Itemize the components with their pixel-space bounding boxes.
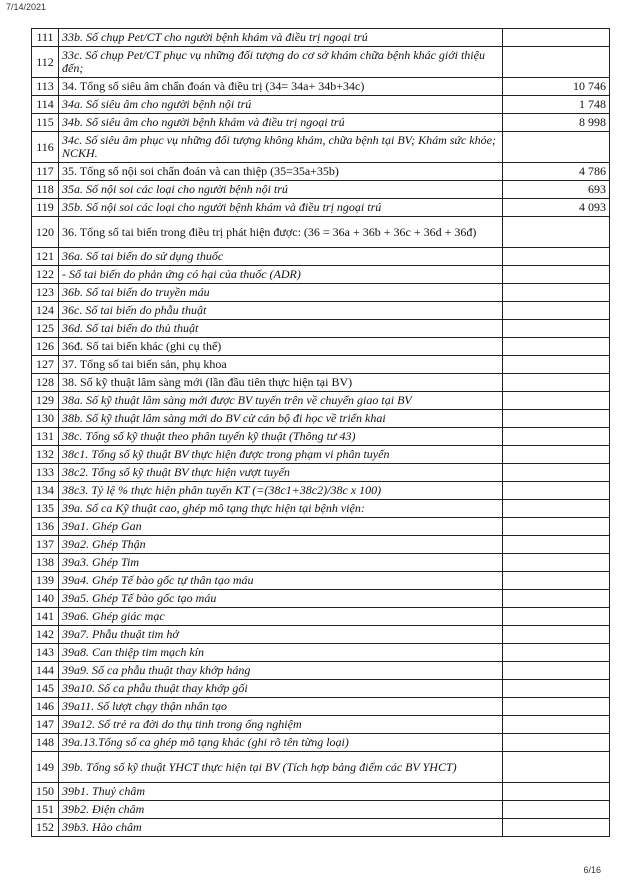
indicator-label: 38c3. Tỷ lệ % thực hiện phân tuyến KT (=(38c1+38c2)/38c x 100) (59, 482, 503, 500)
table-row (32, 680, 610, 698)
table-row (32, 320, 610, 338)
table-row (32, 284, 610, 302)
row-number: 116 (32, 132, 59, 163)
table-row (32, 338, 610, 356)
indicator-value (503, 464, 610, 482)
indicator-label: 36a. Số tai biến do sử dụng thuốc (59, 248, 503, 266)
indicator-value (503, 518, 610, 536)
row-number: 120 (32, 217, 59, 248)
indicator-value: 4 786 (503, 163, 610, 181)
table-row (32, 392, 610, 410)
indicator-value (503, 284, 610, 302)
indicator-label: 35. Tổng số nội soi chẩn đoán và can thiệp (35=35a+35b) (59, 163, 503, 181)
row-number: 135 (32, 500, 59, 518)
table-row (32, 446, 610, 464)
row-number: 132 (32, 446, 59, 464)
row-number: 125 (32, 320, 59, 338)
row-number: 117 (32, 163, 59, 181)
row-number: 138 (32, 554, 59, 572)
row-number: 119 (32, 199, 59, 217)
indicator-value (503, 132, 610, 163)
table-row (32, 801, 610, 819)
indicator-label: 37. Tổng số tai biến sản, phụ khoa (59, 356, 503, 374)
indicator-value (503, 644, 610, 662)
indicator-label: 35b. Số nội soi các loại cho người bệnh khám và điều trị ngoại trú (59, 199, 503, 217)
row-number: 141 (32, 608, 59, 626)
indicator-value (503, 248, 610, 266)
indicator-label: 39a1. Ghép Gan (59, 518, 503, 536)
indicator-label: 33b. Số chụp Pet/CT cho người bệnh khám và điều trị ngoại trú (59, 29, 503, 47)
indicator-value (503, 554, 610, 572)
row-number: 148 (32, 734, 59, 752)
indicator-label: 38a. Số kỹ thuật lâm sàng mới được BV tuyến trên về chuyển giao tại BV (59, 392, 503, 410)
row-number: 140 (32, 590, 59, 608)
row-number: 139 (32, 572, 59, 590)
table-row (32, 464, 610, 482)
indicator-value (503, 716, 610, 734)
row-number: 131 (32, 428, 59, 446)
indicator-value (503, 302, 610, 320)
indicator-value (503, 392, 610, 410)
indicator-label: 36d. Số tai biến do thủ thuật (59, 320, 503, 338)
indicator-label: 34. Tổng số siêu âm chẩn đoán và điều trị (34= 34a+ 34b+34c) (59, 78, 503, 96)
indicator-value (503, 356, 610, 374)
indicator-label: 39a.13.Tổng số ca ghép mô tạng khác (ghi rõ tên từng loại) (59, 734, 503, 752)
table-row (32, 114, 610, 132)
row-number: 150 (32, 783, 59, 801)
indicator-value (503, 662, 610, 680)
indicator-value (503, 500, 610, 518)
indicator-label: 33c. Số chụp Pet/CT phục vụ những đối tượng do cơ sở khám chữa bệnh khác giới thiệu đến; (59, 47, 503, 78)
indicator-label: 36c. Số tai biến do phẫu thuật (59, 302, 503, 320)
row-number: 137 (32, 536, 59, 554)
indicator-label: 39a4. Ghép Tế bào gốc tự thân tạo máu (59, 572, 503, 590)
indicator-label: - Số tai biến do phản ứng có hại của thuốc (ADR) (59, 266, 503, 284)
table-row (32, 163, 610, 181)
table-row (32, 819, 610, 837)
table-row (32, 29, 610, 47)
row-number: 114 (32, 96, 59, 114)
row-number: 113 (32, 78, 59, 96)
page-number: 6/16 (583, 865, 601, 875)
table-row (32, 217, 610, 248)
row-number: 149 (32, 752, 59, 783)
row-number: 121 (32, 248, 59, 266)
row-number: 126 (32, 338, 59, 356)
indicator-label: 34a. Số siêu âm cho người bệnh nội trú (59, 96, 503, 114)
indicator-value (503, 734, 610, 752)
indicator-label: 39a3. Ghép Tim (59, 554, 503, 572)
table-row (32, 662, 610, 680)
row-number: 130 (32, 410, 59, 428)
indicator-label: 38c. Tổng số kỹ thuật theo phân tuyến kỹ thuật (Thông tư 43) (59, 428, 503, 446)
indicator-value (503, 29, 610, 47)
row-number: 129 (32, 392, 59, 410)
row-number: 118 (32, 181, 59, 199)
row-number: 142 (32, 626, 59, 644)
row-number: 151 (32, 801, 59, 819)
table-row (32, 428, 610, 446)
table-row (32, 47, 610, 78)
indicator-value (503, 590, 610, 608)
row-number: 111 (32, 29, 59, 47)
indicator-value: 693 (503, 181, 610, 199)
indicator-value (503, 338, 610, 356)
indicator-label: 39a9. Số ca phẫu thuật thay khớp háng (59, 662, 503, 680)
indicator-value: 10 746 (503, 78, 610, 96)
indicator-value (503, 626, 610, 644)
row-number: 122 (32, 266, 59, 284)
indicator-value (503, 320, 610, 338)
table-body (32, 29, 610, 837)
indicator-value (503, 428, 610, 446)
indicator-label: 39a8. Can thiệp tim mạch kín (59, 644, 503, 662)
indicator-label: 39b1. Thuỷ châm (59, 783, 503, 801)
indicator-label: 38c1. Tổng số kỹ thuật BV thực hiện được trong phạm vi phân tuyến (59, 446, 503, 464)
table-row (32, 734, 610, 752)
table-row (32, 536, 610, 554)
indicator-value (503, 819, 610, 837)
table-row (32, 752, 610, 783)
row-number: 112 (32, 47, 59, 78)
indicator-value (503, 374, 610, 392)
indicator-label: 38b. Số kỹ thuật lâm sàng mới do BV cử cán bộ đi học về triển khai (59, 410, 503, 428)
table-row (32, 356, 610, 374)
table-row (32, 626, 610, 644)
row-number: 124 (32, 302, 59, 320)
table-row (32, 716, 610, 734)
indicator-label: 39a12. Số trẻ ra đời do thụ tinh trong ống nghiệm (59, 716, 503, 734)
row-number: 136 (32, 518, 59, 536)
table-row (32, 572, 610, 590)
table-row (32, 132, 610, 163)
indicator-value (503, 410, 610, 428)
indicator-label: 39b2. Điện châm (59, 801, 503, 819)
table-row (32, 302, 610, 320)
indicator-value (503, 698, 610, 716)
indicator-label: 35a. Số nội soi các loại cho người bệnh nội trú (59, 181, 503, 199)
table-row (32, 78, 610, 96)
indicator-value: 1 748 (503, 96, 610, 114)
indicator-label: 34c. Số siêu âm phục vụ những đối tượng không khám, chữa bệnh tại BV; Khám sức khỏe; NCKH. (59, 132, 503, 163)
indicator-label: 39a7. Phẫu thuật tim hở (59, 626, 503, 644)
indicator-value (503, 47, 610, 78)
indicator-value (503, 536, 610, 554)
indicator-value: 4 093 (503, 199, 610, 217)
table-row (32, 698, 610, 716)
table-row (32, 590, 610, 608)
row-number: 147 (32, 716, 59, 734)
row-number: 152 (32, 819, 59, 837)
indicator-label: 39a6. Ghép giác mạc (59, 608, 503, 626)
table-row (32, 96, 610, 114)
row-number: 115 (32, 114, 59, 132)
indicator-value (503, 446, 610, 464)
table-row (32, 266, 610, 284)
indicator-value (503, 572, 610, 590)
table-row (32, 608, 610, 626)
statistics-table (31, 28, 610, 837)
table-row (32, 410, 610, 428)
indicator-value (503, 217, 610, 248)
indicator-value (503, 783, 610, 801)
indicator-label: 36đ. Số tai biến khác (ghi cụ thể) (59, 338, 503, 356)
row-number: 134 (32, 482, 59, 500)
indicator-label: 36. Tổng số tai biến trong điều trị phát hiện được: (36 = 36a + 36b + 36c + 36d + 36đ) (59, 217, 503, 248)
table-row (32, 644, 610, 662)
indicator-value (503, 752, 610, 783)
row-number: 143 (32, 644, 59, 662)
row-number: 127 (32, 356, 59, 374)
table-row (32, 554, 610, 572)
indicator-label: 38c2. Tổng số kỹ thuật BV thực hiện vượt tuyến (59, 464, 503, 482)
table-row (32, 482, 610, 500)
indicator-label: 39a. Số ca Kỹ thuật cao, ghép mô tạng thực hiện tại bệnh viện: (59, 500, 503, 518)
row-number: 128 (32, 374, 59, 392)
indicator-label: 34b. Số siêu âm cho người bệnh khám và điều trị ngoại trú (59, 114, 503, 132)
row-number: 146 (32, 698, 59, 716)
indicator-label: 39a2. Ghép Thận (59, 536, 503, 554)
row-number: 145 (32, 680, 59, 698)
indicator-value (503, 801, 610, 819)
indicator-value: 8 998 (503, 114, 610, 132)
indicator-value (503, 266, 610, 284)
table-row (32, 500, 610, 518)
indicator-label: 39a5. Ghép Tế bào gốc tạo máu (59, 590, 503, 608)
table-row (32, 248, 610, 266)
row-number: 133 (32, 464, 59, 482)
table-row (32, 199, 610, 217)
print-date: 7/14/2021 (6, 2, 47, 12)
indicator-label: 36b. Số tai biến do truyền máu (59, 284, 503, 302)
table-row (32, 783, 610, 801)
row-number: 123 (32, 284, 59, 302)
indicator-label: 39b3. Hào châm (59, 819, 503, 837)
row-number: 144 (32, 662, 59, 680)
indicator-value (503, 608, 610, 626)
table-row (32, 518, 610, 536)
indicator-label: 38. Số kỹ thuật lâm sàng mới (lần đầu tiên thực hiện tại BV) (59, 374, 503, 392)
indicator-label: 39b. Tổng số kỹ thuật YHCT thực hiện tại BV (Tích hợp bảng điểm các BV YHCT) (59, 752, 503, 783)
table-row (32, 181, 610, 199)
indicator-label: 39a11. Số lượt chạy thận nhân tạo (59, 698, 503, 716)
indicator-label: 39a10. Số ca phẫu thuật thay khớp gối (59, 680, 503, 698)
table-row (32, 374, 610, 392)
indicator-value (503, 680, 610, 698)
indicator-value (503, 482, 610, 500)
